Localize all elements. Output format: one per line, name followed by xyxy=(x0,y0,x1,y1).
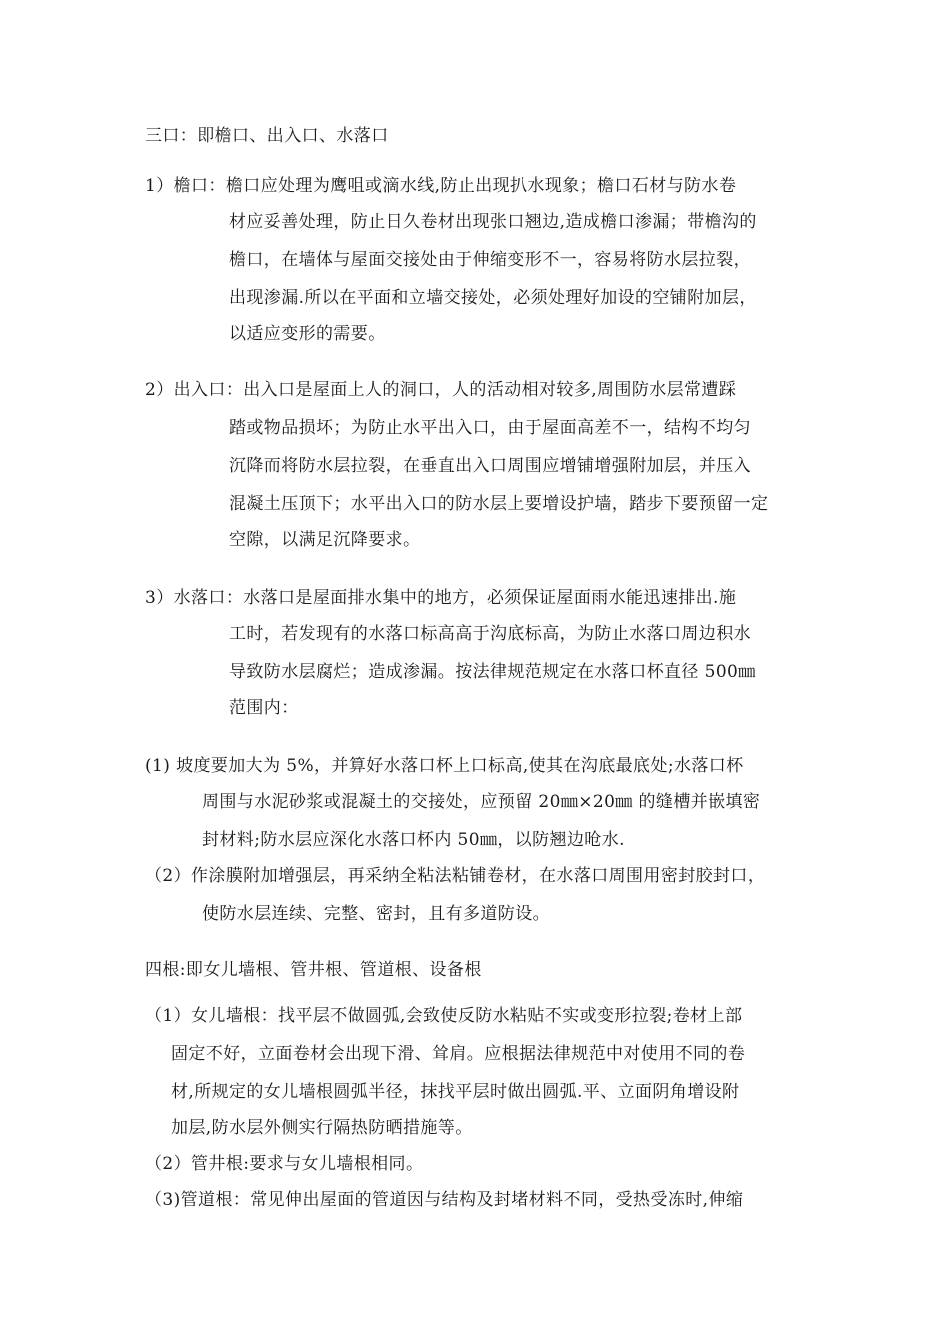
paragraph-line: 2）出入口：出入口是屋面上人的洞口，人的活动相对较多,周围防水层常遭踩 xyxy=(145,380,737,400)
paragraph-line: 出现渗漏.所以在平面和立墙交接处，必须处理好加设的空铺附加层， xyxy=(229,288,757,308)
paragraph-line: 导致防水层腐烂；造成渗漏。按法律规范规定在水落口杯直径 500㎜ xyxy=(229,662,756,682)
paragraph-line: (1) 坡度要加大为 5%，并算好水落口杯上口标高,使其在沟底最底处;水落口杯 xyxy=(145,756,744,776)
paragraph-line: 材应妥善处理，防止日久卷材出现张口翘边,造成檐口渗漏；带檐沟的 xyxy=(229,212,757,232)
paragraph-line: （1）女儿墙根：找平层不做圆弧,会致使反防水粘贴不实或变形拉裂;卷材上部 xyxy=(145,1006,743,1026)
section-heading-si-gen: 四根:即女儿墙根、管井根、管道根、设备根 xyxy=(145,960,482,980)
paragraph-line: 周围与水泥砂浆或混凝土的交接处，应预留 20㎜×20㎜ 的缝槽并嵌填密 xyxy=(202,792,761,812)
paragraph-line: 使防水层连续、完整、密封，且有多道防设。 xyxy=(202,904,550,924)
paragraph-line: （2）作涂膜附加增强层，再采纳全粘法粘铺卷材，在水落口周围用密封胶封口， xyxy=(145,866,766,886)
paragraph-line: 踏或物品损坏；为防止水平出入口，由于屋面高差不一，结构不均匀 xyxy=(229,418,751,438)
paragraph-line: 工时，若发现有的水落口标高高于沟底标高，为防止水落口周边积水 xyxy=(229,624,751,644)
paragraph-line: （3)管道根：常见伸出屋面的管道因与结构及封堵材料不同，受热受冻时,伸缩 xyxy=(145,1190,744,1210)
paragraph-line: 封材料;防水层应深化水落口杯内 50㎜，以防翘边呛水. xyxy=(202,830,625,850)
paragraph-line: 3）水落口：水落口是屋面排水集中的地方，必须保证屋面雨水能迅速排出.施 xyxy=(145,588,737,608)
paragraph-line: 材,所规定的女儿墙根圆弧半径，抹找平层时做出圆弧.平、立面阴角增设附 xyxy=(171,1082,740,1102)
paragraph-line: 空隙，以满足沉降要求。 xyxy=(229,530,421,550)
paragraph-line: 以适应变形的需要。 xyxy=(229,324,386,344)
paragraph-line: 1）檐口：檐口应处理为鹰咀或滴水线,防止出现扒水现象；檐口石材与防水卷 xyxy=(145,176,737,196)
paragraph-line: 固定不好，立面卷材会出现下滑、耸肩。应根据法律规范中对使用不同的卷 xyxy=(171,1044,746,1064)
section-heading-san-kou: 三口：即檐口、出入口、水落口 xyxy=(145,126,389,146)
paragraph-line: 加层,防水层外侧实行隔热防晒措施等。 xyxy=(171,1118,473,1138)
paragraph-line: （2）管井根:要求与女儿墙根相同。 xyxy=(145,1154,424,1174)
paragraph-line: 范围内： xyxy=(229,698,299,718)
paragraph-line: 檐口，在墙体与屋面交接处由于伸缩变形不一，容易将防水层拉裂， xyxy=(229,250,751,270)
paragraph-line: 沉降而将防水层拉裂，在垂直出入口周围应增铺增强附加层，并压入 xyxy=(229,456,751,476)
paragraph-line: 混凝土压顶下；水平出入口的防水层上要增设护墙，踏步下要预留一定 xyxy=(229,494,769,514)
